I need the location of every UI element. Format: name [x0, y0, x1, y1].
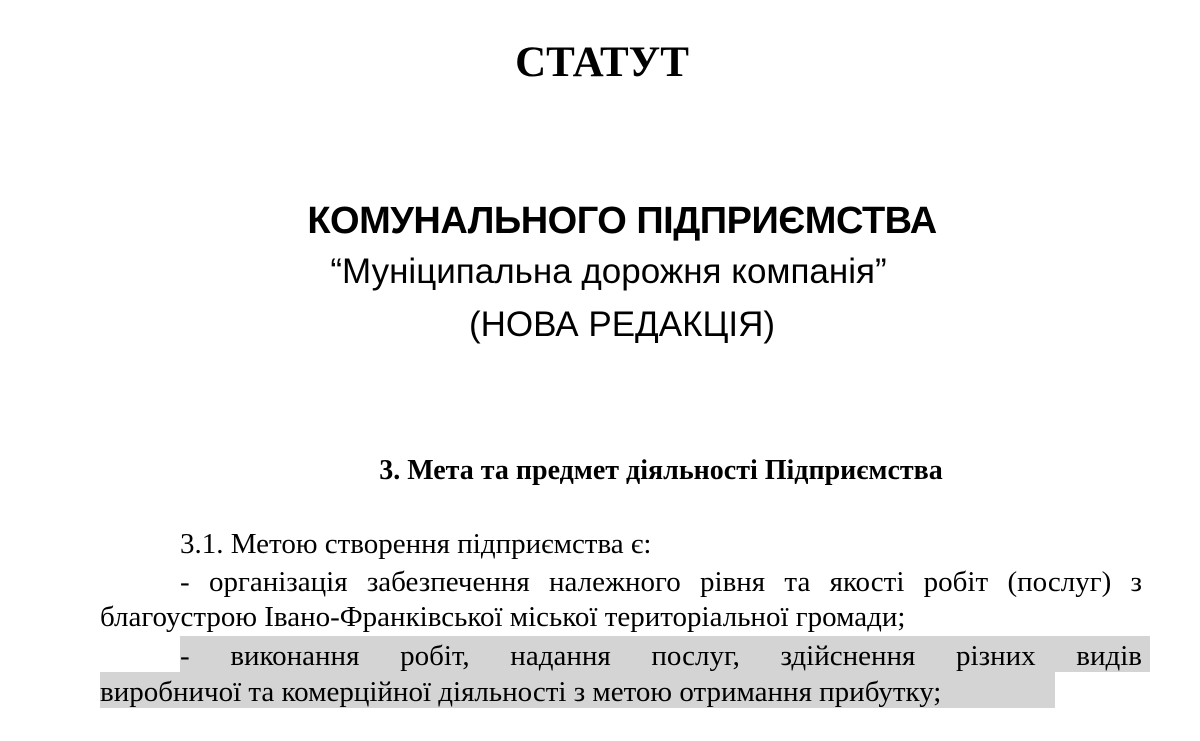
edition-label: (НОВА РЕДАКЦІЯ) — [468, 305, 776, 344]
list-item-1-line-1: - організація забезпечення належного рівня та якості робіт (послуг) з — [180, 566, 1142, 598]
document-title: СТАТУТ — [515, 39, 689, 86]
list-item-2-line-1: - виконання робіт, надання послуг, здійснення різних видів — [180, 640, 1142, 672]
section-heading: 3. Мета та предмет діяльності Підприємства — [379, 455, 943, 486]
company-name: “Муніципальна дорожня компанія” — [330, 252, 887, 291]
list-item-1-line-2: благоустрою Івано-Франківської міської територіальної громади; — [100, 601, 906, 633]
list-item-2-line-2: виробничої та комерційної діяльності з метою отримання прибутку; — [100, 676, 942, 708]
organization-type: КОМУНАЛЬНОГО ПІДПРИЄМСТВА — [307, 200, 937, 242]
section-intro: 3.1. Метою створення підприємства є: — [180, 528, 652, 560]
